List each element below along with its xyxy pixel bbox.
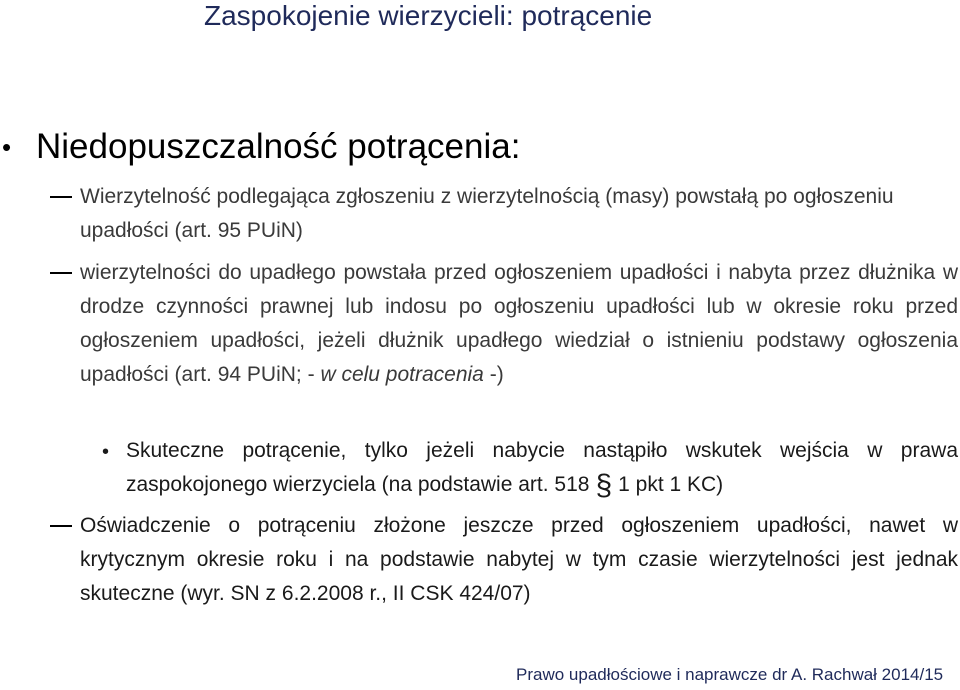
sub-list-item — [126, 434, 958, 502]
section-sign: § — [595, 469, 613, 502]
dash-bullet — [50, 196, 72, 198]
sub-item-text-after: 1 pkt 1 KC) — [618, 473, 724, 496]
main-bullet: • — [2, 132, 12, 162]
slide-footer: Prawo upadłościowe i naprawcze dr A. Rachwał 2014/15 — [516, 665, 944, 684]
list-item-2-italic: w celu potracenia — [320, 363, 484, 386]
dash-bullet — [50, 272, 72, 274]
slide-title: Zaspokojenie wierzycieli: potrącenie — [204, 0, 653, 31]
sub-item-text-before: Skuteczne potrącenie, tylko jeżeli nabycie nastąpiło wskutek wejścia w prawa zaspokojonego wierzyciela (na podstawie art. 518 — [126, 439, 958, 496]
list-item-2-text: wierzytelności do upadłego powstała przed ogłoszeniem upadłości i nabyta przez dłużnika w drodze czynności prawnej lub indosu po ogłoszeniu upadłości lub w okresie roku przed ogłoszeniem upadłości, jeżeli dłużnik upadłego wiedział o istnieniu podstawy ogłoszenia upadłości (art. 94 PUiN; - — [80, 261, 958, 386]
sub-bullet: • — [102, 441, 110, 463]
list-item-3: Oświadczenie o potrąceniu złożone jeszcze przed ogłoszeniem upadłości, nawet w krytycznym okresie roku i na podstawie nabytej w tym czasie wierzytelności jest jednak skuteczne (wyr. SN z 6.2.2008 r., II CSK 424/07) — [80, 514, 958, 605]
dash-bullet — [50, 525, 72, 527]
list-item-1: Wierzytelność podlegająca zgłoszeniu z wierzytelnością (masy) powstałą po ogłoszeniu upadłości (art. 95 PUiN) — [80, 185, 894, 242]
list-item-2-tail: -) — [483, 363, 504, 386]
list-item-2 — [80, 256, 958, 392]
main-heading: Niedopuszczalność potrącenia: — [36, 127, 521, 166]
